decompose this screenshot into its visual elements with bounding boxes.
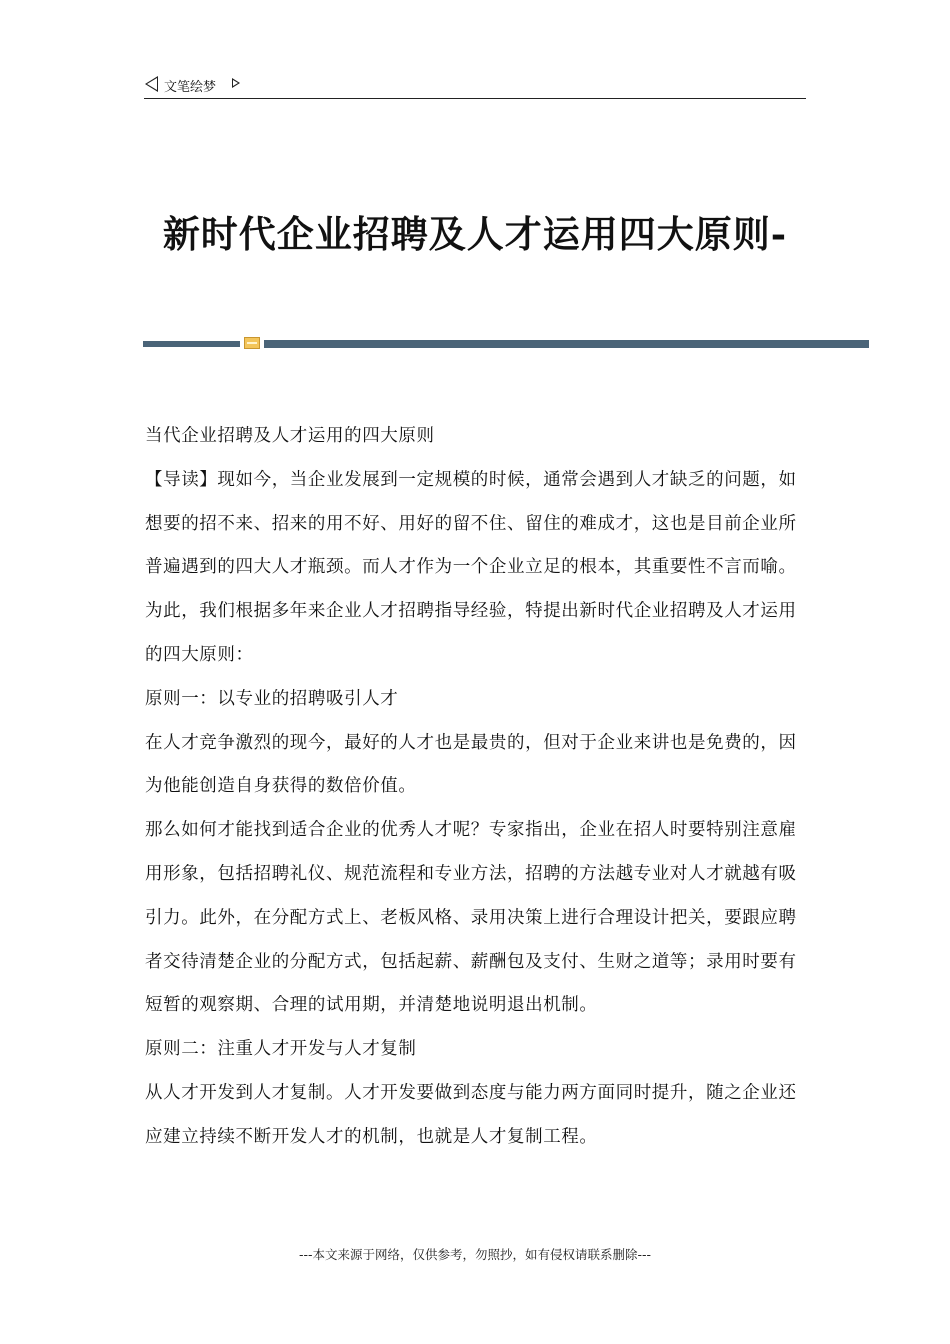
triangle-right-icon [232, 78, 240, 88]
divider-ornament-icon [244, 337, 260, 349]
principle-one-heading: 原则一：以专业的招聘吸引人才 [145, 688, 399, 709]
body-paragraph: 在人才竞争激烈的现今，最好的人才也是最贵的，但对于企业来讲也是免费的，因为他能创造自身获得的数倍价值。 [145, 732, 797, 797]
triangle-left-icon [145, 76, 158, 92]
header-brand: 文笔绘梦 [164, 80, 217, 95]
divider-bar-left [143, 341, 240, 347]
body-paragraph: 从人才开发到人才复制。人才开发要做到态度与能力两方面同时提升，随之企业还应建立持续不断开发人才的机制，也就是人才复制工程。 [145, 1082, 797, 1147]
intro-paragraph: 【导读】现如今，当企业发展到一定规模的时候，通常会遇到人才缺乏的问题，如想要的招不来、招来的用不好、用好的留不住、留住的难成才，这也是目前企业所普遍遇到的四大人才瓶颈。而人才作为一个企业立足的根本，其重要性不言而喻。为此，我们根据多年来企业人才招聘指导经验，特提出新时代企业招聘及人才运用的四大原则： [145, 469, 797, 665]
document-body [145, 415, 810, 1160]
subtitle-paragraph: 当代企业招聘及人才运用的四大原则 [145, 426, 435, 446]
principle-two-heading: 原则二：注重人才开发与人才复制 [145, 1039, 417, 1060]
divider-bar-right [264, 340, 869, 348]
body-paragraph: 那么如何才能找到适合企业的优秀人才呢？专家指出，企业在招人时要特别注意雇用形象，包括招聘礼仪、规范流程和专业方法，招聘的方法越专业对人才就越有吸引力。此外，在分配方式上、老板风格、录用决策上进行合理设计把关，要跟应聘者交待清楚企业的分配方式，包括起薪、薪酬包及支付、生财之道等；录用时要有短暂的观察期、合理的试用期，并清楚地说明退出机制。 [145, 820, 797, 1016]
document-title: 新时代企业招聘及人才运用四大原则- [162, 212, 788, 256]
page-header [144, 74, 806, 99]
page-footer: ---本文来源于网络，仅供参考，勿照抄，如有侵权请联系删除--- [298, 1247, 652, 1262]
